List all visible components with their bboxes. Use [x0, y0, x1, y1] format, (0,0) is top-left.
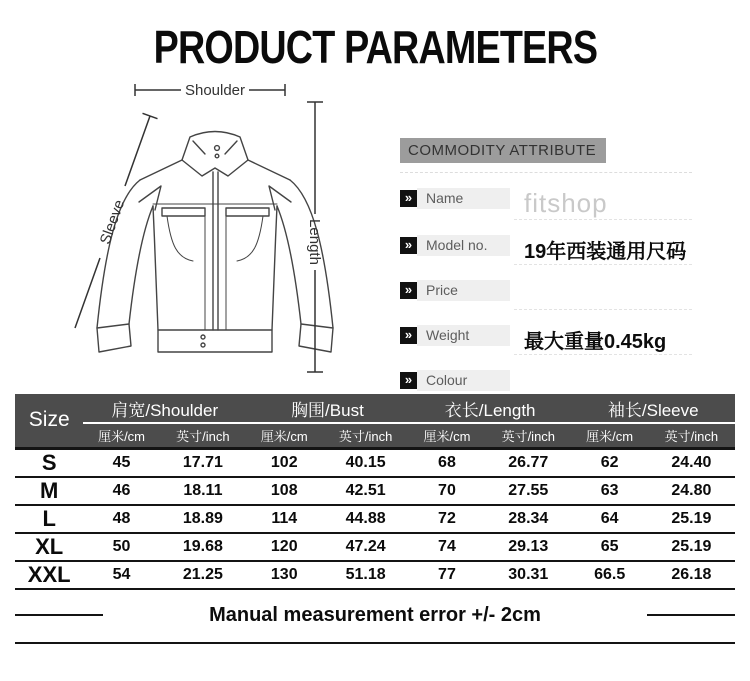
table-row-s	[15, 448, 735, 477]
bottom-rule	[15, 642, 735, 644]
size-chart-table	[15, 394, 735, 590]
cell: 44.88	[322, 505, 408, 533]
cell: 114	[246, 505, 322, 533]
cell: 74	[409, 533, 485, 561]
cell: 46	[83, 477, 159, 505]
sleeve-group-header: 袖长/Sleeve	[572, 394, 736, 423]
cell: 19.68	[160, 533, 246, 561]
size-label: XL	[15, 533, 83, 561]
cell: 77	[409, 561, 485, 589]
size-label: M	[15, 477, 83, 505]
size-label: L	[15, 505, 83, 533]
cell: 26.18	[648, 561, 735, 589]
arrow-icon: »	[400, 282, 417, 299]
jacket-line-drawing	[55, 80, 380, 395]
cell: 120	[246, 533, 322, 561]
cell: 17.71	[160, 448, 246, 477]
unit-header: 英寸/inch	[485, 423, 571, 448]
cell: 18.11	[160, 477, 246, 505]
unit-header: 英寸/inch	[648, 423, 735, 448]
cell: 54	[83, 561, 159, 589]
cell: 26.77	[485, 448, 571, 477]
attribute-label: Model no.	[417, 235, 510, 256]
cell: 70	[409, 477, 485, 505]
unit-header: 厘米/cm	[246, 423, 322, 448]
cell: 45	[83, 448, 159, 477]
cell: 42.51	[322, 477, 408, 505]
size-label: XXL	[15, 561, 83, 589]
cell: 25.19	[648, 505, 735, 533]
footer-left-rule	[15, 614, 103, 616]
jacket-measurement-diagram	[55, 80, 380, 395]
weight-value: 最大重量0.45kg	[524, 331, 667, 353]
cell: 18.89	[160, 505, 246, 533]
cell: 48	[83, 505, 159, 533]
cell: 24.80	[648, 477, 735, 505]
cell: 62	[572, 448, 648, 477]
table-group-header-row	[15, 394, 735, 423]
cell: 25.19	[648, 533, 735, 561]
table-row-l	[15, 505, 735, 533]
attribute-row-name	[400, 188, 692, 220]
table-sub-header-row	[15, 423, 735, 448]
cell: 51.18	[322, 561, 408, 589]
bust-group-header: 胸围/Bust	[246, 394, 409, 423]
attribute-row-price	[400, 280, 692, 310]
unit-header: 英寸/inch	[322, 423, 408, 448]
cell: 29.13	[485, 533, 571, 561]
attribute-label: Colour	[417, 370, 510, 391]
arrow-icon: »	[400, 372, 417, 389]
unit-header: 英寸/inch	[160, 423, 246, 448]
length-dimension-label: Length	[306, 219, 323, 265]
sleeve-dimension-label: Sleeve	[96, 197, 129, 247]
measurement-note-row	[15, 601, 735, 629]
cell: 27.55	[485, 477, 571, 505]
shoulder-dimension-label: Shoulder	[184, 82, 246, 99]
brand-logo: fitshop	[524, 188, 608, 218]
cell: 72	[409, 505, 485, 533]
cell: 40.15	[322, 448, 408, 477]
unit-header: 厘米/cm	[409, 423, 485, 448]
attribute-label: Weight	[417, 325, 510, 346]
table-row-xxl	[15, 561, 735, 589]
arrow-icon: »	[400, 237, 417, 254]
cell: 24.40	[648, 448, 735, 477]
cell: 63	[572, 477, 648, 505]
page-title-wrap	[0, 20, 750, 74]
cell: 21.25	[160, 561, 246, 589]
footer-right-rule	[647, 614, 735, 616]
attribute-label: Price	[417, 280, 510, 301]
cell: 47.24	[322, 533, 408, 561]
attribute-divider	[400, 172, 692, 173]
shoulder-group-header: 肩宽/Shoulder	[83, 394, 246, 423]
attribute-row-weight	[400, 325, 692, 355]
arrow-icon: »	[400, 327, 417, 344]
cell: 64	[572, 505, 648, 533]
table-row-xl	[15, 533, 735, 561]
size-label: S	[15, 448, 83, 477]
cell: 30.31	[485, 561, 571, 589]
unit-header: 厘米/cm	[83, 423, 159, 448]
measurement-note: Manual measurement error +/- 2cm	[209, 603, 541, 626]
arrow-icon: »	[400, 190, 417, 207]
cell: 130	[246, 561, 322, 589]
model-number-value: 19年西装通用尺码	[524, 241, 687, 263]
cell: 68	[409, 448, 485, 477]
cell: 108	[246, 477, 322, 505]
size-column-header: Size	[15, 394, 83, 448]
attribute-row-model	[400, 235, 692, 265]
cell: 65	[572, 533, 648, 561]
commodity-attribute-header: COMMODITY ATTRIBUTE	[400, 138, 606, 163]
attribute-label: Name	[417, 188, 510, 209]
unit-header: 厘米/cm	[572, 423, 648, 448]
commodity-attribute-panel	[400, 138, 692, 400]
cell: 102	[246, 448, 322, 477]
table-row-m	[15, 477, 735, 505]
cell: 50	[83, 533, 159, 561]
length-group-header: 衣长/Length	[409, 394, 572, 423]
page-title: PRODUCT PARAMETERS	[153, 21, 597, 73]
cell: 66.5	[572, 561, 648, 589]
cell: 28.34	[485, 505, 571, 533]
